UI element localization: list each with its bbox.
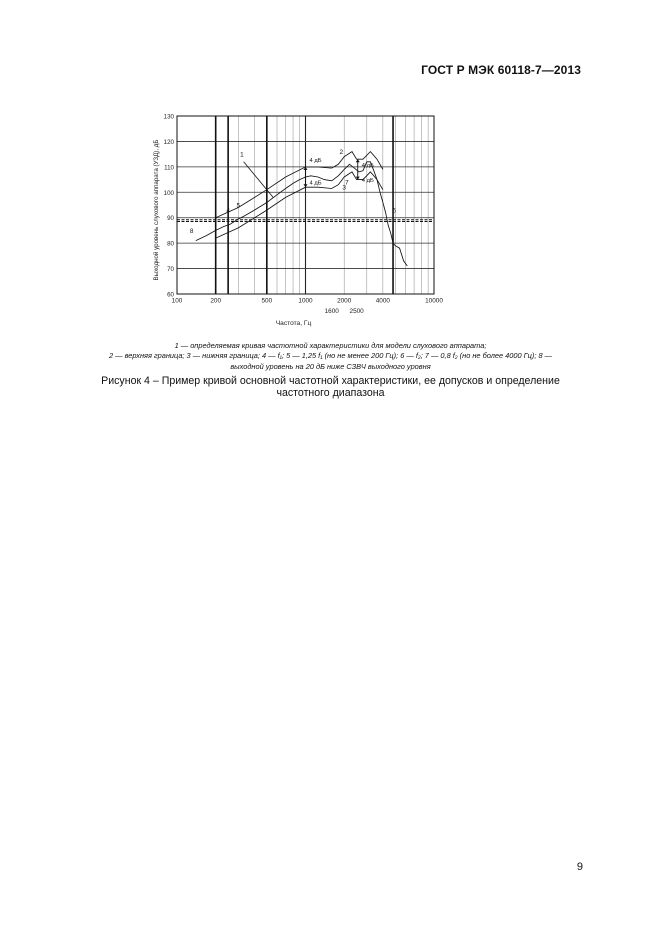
y-axis-label: Выходной уровень слухового аппарата (УЗД), дБ	[153, 139, 160, 281]
lower-limit-curve	[216, 172, 383, 238]
tolerance-annotation: 4 дБ	[309, 157, 322, 164]
x-tick-label-secondary: 1600	[324, 308, 339, 315]
x-tick-label: 200	[210, 297, 222, 305]
arrow-head	[304, 184, 308, 187]
x-tick-label: 1000	[298, 297, 313, 305]
legend-line: 1 — определяемая кривая частотной характеристики для модели слухового аппарата;	[174, 341, 487, 350]
x-tick-label: 2000	[337, 297, 352, 305]
y-tick-label: 100	[163, 189, 174, 197]
legend-line: выходной уровень на 20 дБ ниже СЗВЧ выходного уровня	[230, 361, 431, 371]
tolerance-annotation: 4 дБ	[361, 162, 374, 169]
x-tick-label: 10000	[425, 297, 443, 305]
labels	[153, 114, 443, 328]
x-tick-label: 4000	[375, 297, 390, 305]
page-number: 9	[576, 861, 583, 873]
caption-line: Рисунок 4 – Пример кривой основной частотной характеристики, ее допусков и определение	[101, 375, 560, 387]
caption-line: частотного диапазона	[276, 387, 385, 400]
tolerance-annotation: 4 дБ	[361, 178, 374, 185]
figure	[0, 0, 661, 340]
y-tick-label: 130	[163, 113, 174, 121]
point-label: 3	[342, 184, 346, 192]
x-axis-label: Частота, Гц	[275, 320, 312, 327]
point-label: 8	[189, 227, 194, 235]
y-tick-label: 60	[167, 291, 174, 299]
point-label: 4	[226, 207, 230, 215]
y-tick-label: 120	[163, 138, 174, 146]
point-label: 1	[240, 151, 244, 159]
x-tick-label: 100	[171, 297, 183, 305]
y-tick-label: 80	[167, 240, 174, 248]
point-label: 7	[345, 179, 349, 187]
arrow-head	[356, 159, 360, 162]
frequency-response-chart	[0, 0, 661, 340]
document-header: ГОСТ Р МЭК 60118-7—2013	[421, 63, 581, 77]
legend-line: 2 — верхняя граница; 3 — нижняя граница; 4 — f₁; 5 — 1,25 f₁ (но не менее 200 Гц); 6 — f₂; 7 — 0,8 f₂ (но не более 4000 Гц); 8 —	[108, 351, 552, 361]
figure-legend	[55, 341, 606, 372]
point-label: 2	[339, 149, 344, 157]
y-tick-label: 90	[167, 215, 174, 223]
x-tick-label: 500	[261, 297, 273, 305]
x-tick-label-secondary: 2500	[349, 308, 364, 315]
y-tick-label: 70	[167, 266, 174, 274]
figure-caption	[55, 375, 606, 400]
point-label: 5	[236, 202, 241, 210]
point-label: 6	[392, 207, 396, 215]
y-tick-label: 110	[164, 164, 174, 172]
tolerance-annotation: 4 дБ	[309, 180, 322, 187]
